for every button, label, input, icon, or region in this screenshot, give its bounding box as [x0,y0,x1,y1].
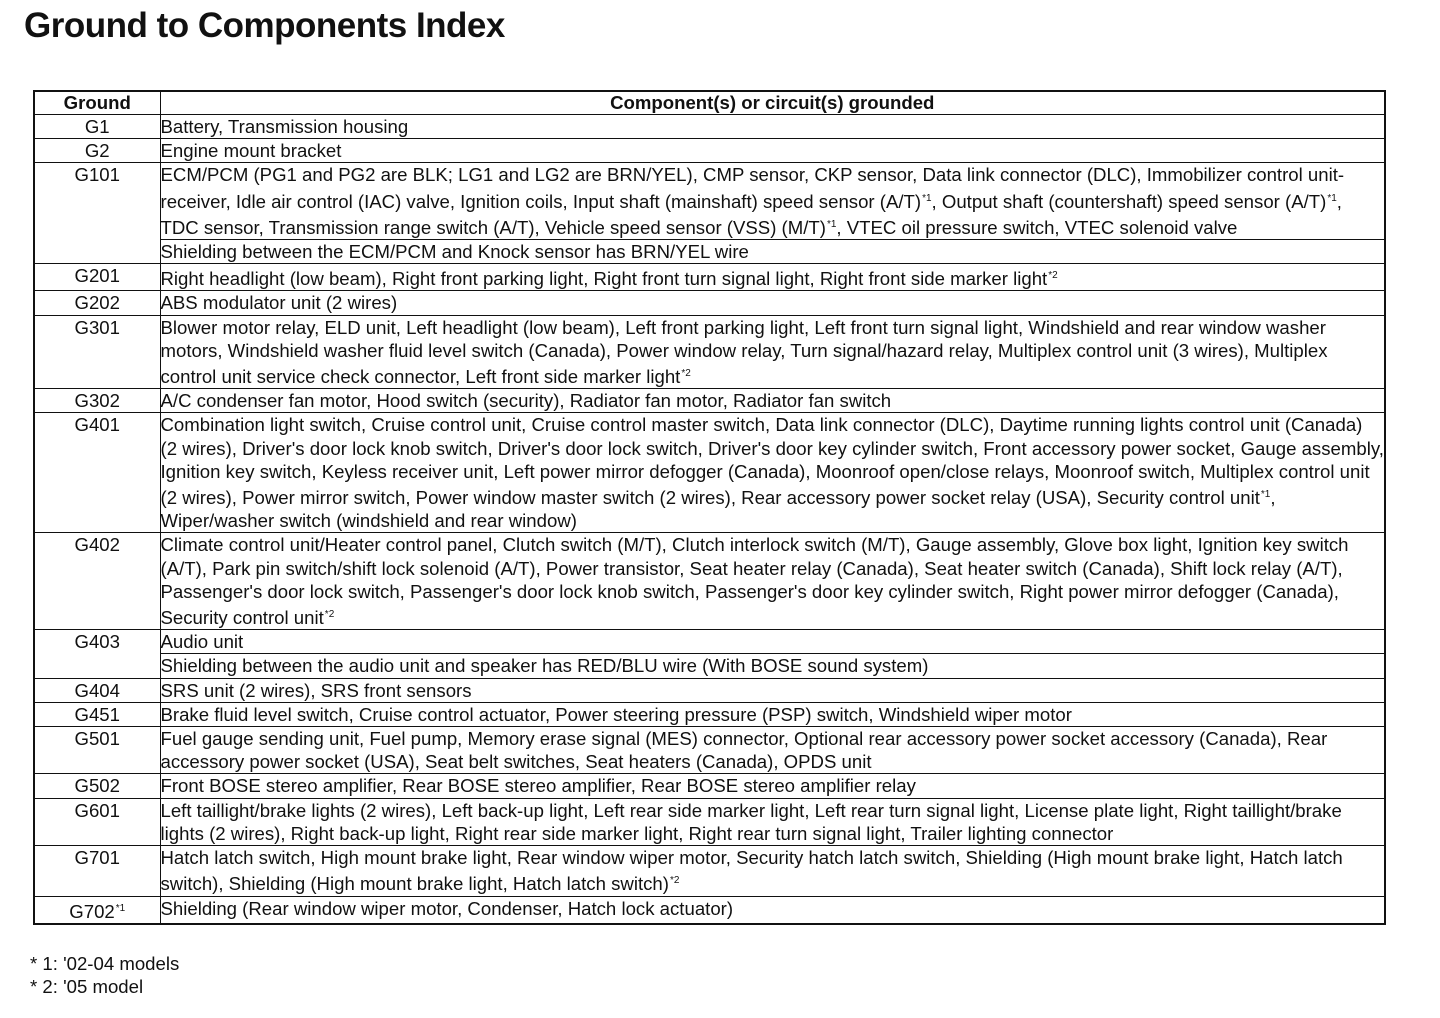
ground-cell: G403 [34,630,160,678]
table-row [34,413,1385,533]
table-row [34,139,1385,163]
components-cell: Shielding between the audio unit and speaker has RED/BLU wire (With BOSE sound system) [160,654,1385,678]
components-cell: Combination light switch, Cruise control unit, Cruise control master switch, Data link connector (DLC), Daytime running lights control unit (Canada) (2 wires), Driver's door lock knob switch, Driver's door lock switch, Driver's door key cylinder switch, Front accessory power socket, Gauge assembly, Ignition key switch, Keyless receiver unit, Left power mirror defogger (Canada), Moonroof open/close relays, Moonroof switch, Multiplex control unit (2 wires), Power mirror switch, Power window master switch (2 wires), Rear accessory power socket relay (USA), Security control unit$^{*1}$, Wiper/washer switch (windshield and rear window) [160,414,1384,532]
table-row [34,115,1385,139]
table-row [34,702,1385,726]
footnotes [30,952,179,998]
components-cell: Climate control unit/Heater control panel, Clutch switch (M/T), Clutch interlock switch (M/T), Gauge assembly, Glove box light, Ignition key switch (A/T), Park pin switch/shift lock solenoid (A/T), Power transistor, Seat heater relay (Canada), Seat heater switch (Canada), Shift lock relay (A/T), Passenger's door lock switch, Passenger's door lock knob switch, Passenger's door key cylinder switch, Right power mirror defogger (Canada), Security control unit$^{*2}$ [160,533,1385,630]
footnote-marker: *1 [1327,192,1337,204]
table-header-row [34,91,1385,115]
table-row [34,389,1385,413]
table-row [34,654,1385,678]
ground-cell: G101 [34,163,160,264]
header-components: Component(s) or circuit(s) grounded [160,91,1385,115]
ground-cell: G201 [34,264,160,291]
ground-cell: G702$^{*1}$ [34,896,160,924]
components-cell: Right headlight (low beam), Right front parking light, Right front turn signal light, Right front side marker light$^{*2}$ [160,264,1385,291]
components-cell: ECM/PCM (PG1 and PG2 are BLK; LG1 and LG2 are BRN/YEL), CMP sensor, CKP sensor, Data link connector (DLC), Immobilizer control unit-receiver, Idle air control (IAC) valve, Ignition coils, Input shaft (mainshaft) speed sensor (A/T)$^{*1}$, Output shaft (countershaft) speed sensor (A/T)$^{*1}$, TDC sensor, Transmission range switch (A/T), Vehicle speed sensor (VSS) (M/T)$^{*1}$, VTEC oil pressure switch, VTEC solenoid valve [160,163,1385,240]
footnote-marker: *1 [1260,489,1271,501]
table-row [34,291,1385,315]
table-row [34,630,1385,654]
components-cell: Left taillight/brake lights (2 wires), Left back-up light, Left rear side marker light, Left rear turn signal light, License plate light, Right taillight/brake lights (2 wires), Right back-up light, Right rear side marker light, Right rear turn signal light, Trailer lighting connector [160,798,1385,845]
table-row [34,533,1385,630]
table-row [34,846,1385,896]
ground-cell: G1 [34,115,160,139]
ground-cell: G701 [34,846,160,896]
components-cell: Front BOSE stereo amplifier, Rear BOSE stereo amplifier, Rear BOSE stereo amplifier relay [160,774,1385,798]
footnote-marker: *1 [115,902,126,914]
ground-cell: G601 [34,798,160,845]
footnote-marker: *2 [669,875,680,887]
ground-cell: G401 [34,413,160,533]
ground-cell: G404 [34,678,160,702]
footnote-marker: *2 [1048,270,1058,282]
ground-cell: G302 [34,389,160,413]
ground-cell: G402 [34,533,160,630]
components-cell: Hatch latch switch, High mount brake light, Rear window wiper motor, Security hatch latch switch, Shielding (High mount brake light, Hatch latch switch), Shielding (High mount brake light, Hatch latch switch)$^{*2}$ [160,846,1385,896]
table-row [34,163,1385,240]
components-cell: Brake fluid level switch, Cruise control actuator, Power steering pressure (PSP) switch, Windshield wiper motor [160,702,1385,726]
table-body [34,115,1385,924]
components-cell: Shielding between the ECM/PCM and Knock sensor has BRN/YEL wire [160,240,1385,264]
footnote-marker: *2 [324,609,335,621]
table-row [34,798,1385,845]
page-title: Ground to Components Index [24,6,505,45]
components-cell: Blower motor relay, ELD unit, Left headlight (low beam), Left front parking light, Left front turn signal light, Windshield and rear window washer motors, Windshield washer fluid level switch (Canada), Power window relay, Turn signal/hazard relay, Multiplex control unit (3 wires), Multiplex control unit service check connector, Left front side marker light$^{*2}$ [160,315,1385,389]
components-cell: SRS unit (2 wires), SRS front sensors [160,678,1385,702]
footnote: * 1: '02-04 models [30,953,180,974]
footnote-marker: *1 [826,218,837,230]
table-row [34,264,1385,291]
components-cell: Shielding (Rear window wiper motor, Condenser, Hatch lock actuator) [160,896,1385,924]
ground-cell: G451 [34,702,160,726]
components-cell: Battery, Transmission housing [160,115,1385,139]
table-row [34,678,1385,702]
ground-index-table [33,90,1386,925]
components-cell: Audio unit [160,630,1385,654]
ground-cell: G301 [34,315,160,389]
footnote: * 2: '05 model [30,976,144,997]
components-cell: Fuel gauge sending unit, Fuel pump, Memory erase signal (MES) connector, Optional rear accessory power socket accessory (Canada), Rear accessory power socket (USA), Seat belt switches, Seat heaters (Canada), OPDS unit [160,727,1385,774]
table-row [34,727,1385,774]
footnote-marker: *2 [681,368,691,380]
footnote-marker: *1 [922,192,932,204]
ground-cell: G502 [34,774,160,798]
components-cell: A/C condenser fan motor, Hood switch (security), Radiator fan motor, Radiator fan switch [160,389,1385,413]
ground-cell: G501 [34,727,160,774]
components-cell: Engine mount bracket [160,139,1385,163]
table-row [34,896,1385,924]
table-row [34,240,1385,264]
ground-cell: G2 [34,139,160,163]
header-ground: Ground [34,91,160,115]
ground-cell: G202 [34,291,160,315]
table-row [34,315,1385,389]
table-row [34,774,1385,798]
components-cell: ABS modulator unit (2 wires) [160,291,1385,315]
